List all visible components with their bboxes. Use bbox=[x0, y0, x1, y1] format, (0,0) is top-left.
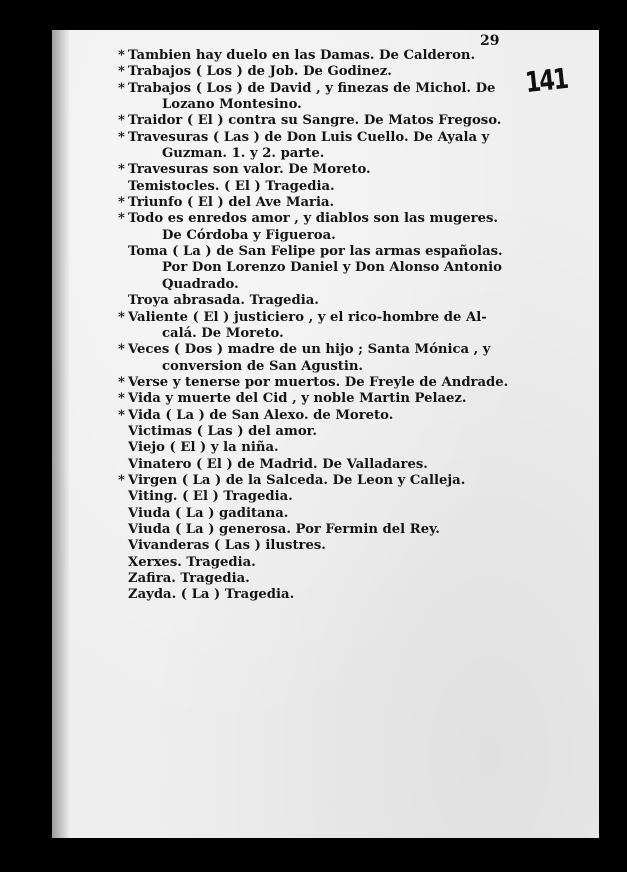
catalog-entry bbox=[118, 538, 522, 554]
asterisk-mark: * bbox=[118, 407, 125, 423]
entry-continuation-line: Quadrado. bbox=[162, 276, 239, 292]
entry-title-line: Valiente ( El ) justiciero , y el rico-hombre de Al- bbox=[128, 309, 487, 325]
catalog-entry bbox=[118, 506, 522, 522]
catalog-entry bbox=[118, 489, 522, 505]
catalog-entry bbox=[118, 522, 522, 538]
catalog-entry bbox=[118, 81, 522, 114]
catalog-entry-list bbox=[118, 48, 522, 604]
entry-title-line: Zayda. ( La ) Tragedia. bbox=[128, 587, 295, 603]
entry-title-line: Viuda ( La ) gaditana. bbox=[128, 505, 289, 521]
entry-title-line: Travesuras son valor. De Moreto. bbox=[128, 162, 371, 178]
entry-title-line: Trabajos ( Los ) de David , y finezas de Michol. De bbox=[128, 80, 496, 96]
catalog-entry bbox=[118, 162, 522, 178]
catalog-entry bbox=[118, 293, 522, 309]
entry-title-line: Verse y tenerse por muertos. De Freyle de Andrade. bbox=[128, 374, 509, 390]
catalog-entry bbox=[118, 113, 522, 129]
catalog-entry bbox=[118, 587, 522, 603]
page-number: 29 bbox=[480, 33, 500, 49]
catalog-entry bbox=[118, 179, 522, 195]
asterisk-mark: * bbox=[118, 309, 125, 325]
entry-title-line: Viejo ( El ) y la niña. bbox=[128, 440, 279, 456]
entry-title-line: Vida y muerte del Cid , y noble Martin Pelaez. bbox=[128, 391, 467, 407]
entry-title-line: Victimas ( Las ) del amor. bbox=[128, 423, 317, 439]
entry-title-line: Viting. ( El ) Tragedia. bbox=[128, 489, 293, 505]
entry-title-line: Toma ( La ) de San Felipe por las armas españolas. bbox=[128, 244, 503, 260]
entry-continuation-line: Por Don Lorenzo Daniel y Don Alonso Antonio bbox=[162, 260, 502, 276]
entry-title-line: Viuda ( La ) generosa. Por Fermin del Rey. bbox=[128, 521, 440, 537]
catalog-entry bbox=[118, 375, 522, 391]
asterisk-mark: * bbox=[118, 195, 125, 211]
spine-shadow bbox=[52, 30, 70, 838]
entry-continuation-line: calá. De Moreto. bbox=[162, 325, 284, 341]
entry-title-line: Zafira. Tragedia. bbox=[128, 571, 250, 586]
entry-title-line: Veces ( Dos ) madre de un hijo ; Santa Mónica , y bbox=[128, 342, 491, 358]
catalog-entry bbox=[118, 440, 522, 456]
entry-title-line: Vivanderas ( Las ) ilustres. bbox=[128, 538, 326, 554]
entry-title-line: Troya abrasada. Tragedia. bbox=[128, 293, 319, 309]
asterisk-mark: * bbox=[118, 129, 125, 145]
asterisk-mark: * bbox=[118, 342, 125, 358]
entry-title-line: Vinatero ( El ) de Madrid. De Valladares. bbox=[128, 456, 428, 472]
entry-title-line: Vida ( La ) de San Alexo. de Moreto. bbox=[128, 407, 394, 423]
catalog-entry bbox=[118, 244, 522, 293]
catalog-entry bbox=[118, 571, 522, 587]
entry-title-line: Xerxes. Tragedia. bbox=[128, 554, 256, 570]
entry-title-line: Todo es enredos amor , y diablos son las mugeres. bbox=[128, 211, 499, 227]
entry-title-line: Virgen ( La ) de la Salceda. De Leon y Calleja. bbox=[128, 472, 466, 488]
catalog-entry bbox=[118, 408, 522, 424]
entry-continuation-line: Lozano Montesino. bbox=[162, 97, 302, 113]
entry-title-line: Tambien hay duelo en las Damas. De Calderon. bbox=[128, 48, 476, 63]
asterisk-mark: * bbox=[118, 80, 125, 96]
entry-title-line: Trabajos ( Los ) de Job. De Godinez. bbox=[128, 64, 392, 80]
catalog-entry bbox=[118, 211, 522, 244]
entry-continuation-line: conversion de San Agustin. bbox=[162, 358, 364, 374]
asterisk-mark: * bbox=[118, 48, 125, 63]
catalog-entry bbox=[118, 473, 522, 489]
handwritten-note: 141 bbox=[523, 61, 569, 100]
entry-title-line: Traidor ( El ) contra su Sangre. De Matos Fregoso. bbox=[128, 113, 502, 129]
catalog-entry bbox=[118, 424, 522, 440]
catalog-entry bbox=[118, 195, 522, 211]
entry-continuation-line: Guzman. 1. y 2. parte. bbox=[162, 146, 325, 162]
asterisk-mark: * bbox=[118, 391, 125, 407]
asterisk-mark: * bbox=[118, 374, 125, 390]
catalog-entry bbox=[118, 457, 522, 473]
asterisk-mark: * bbox=[118, 162, 125, 178]
entry-title-line: Triunfo ( El ) del Ave Maria. bbox=[128, 195, 335, 211]
asterisk-mark: * bbox=[118, 64, 125, 80]
catalog-entry bbox=[118, 391, 522, 407]
catalog-entry bbox=[118, 130, 522, 163]
catalog-entry bbox=[118, 64, 522, 80]
entry-title-line: Travesuras ( Las ) de Don Luis Cuello. De Ayala y bbox=[128, 129, 490, 145]
catalog-entry bbox=[118, 48, 522, 64]
asterisk-mark: * bbox=[118, 113, 125, 129]
entry-continuation-line: De Córdoba y Figueroa. bbox=[162, 227, 336, 243]
entry-title-line: Temistocles. ( El ) Tragedia. bbox=[128, 178, 335, 194]
asterisk-mark: * bbox=[118, 211, 125, 227]
catalog-entry bbox=[118, 555, 522, 571]
catalog-entry bbox=[118, 342, 522, 375]
asterisk-mark: * bbox=[118, 472, 125, 488]
catalog-entry bbox=[118, 310, 522, 343]
